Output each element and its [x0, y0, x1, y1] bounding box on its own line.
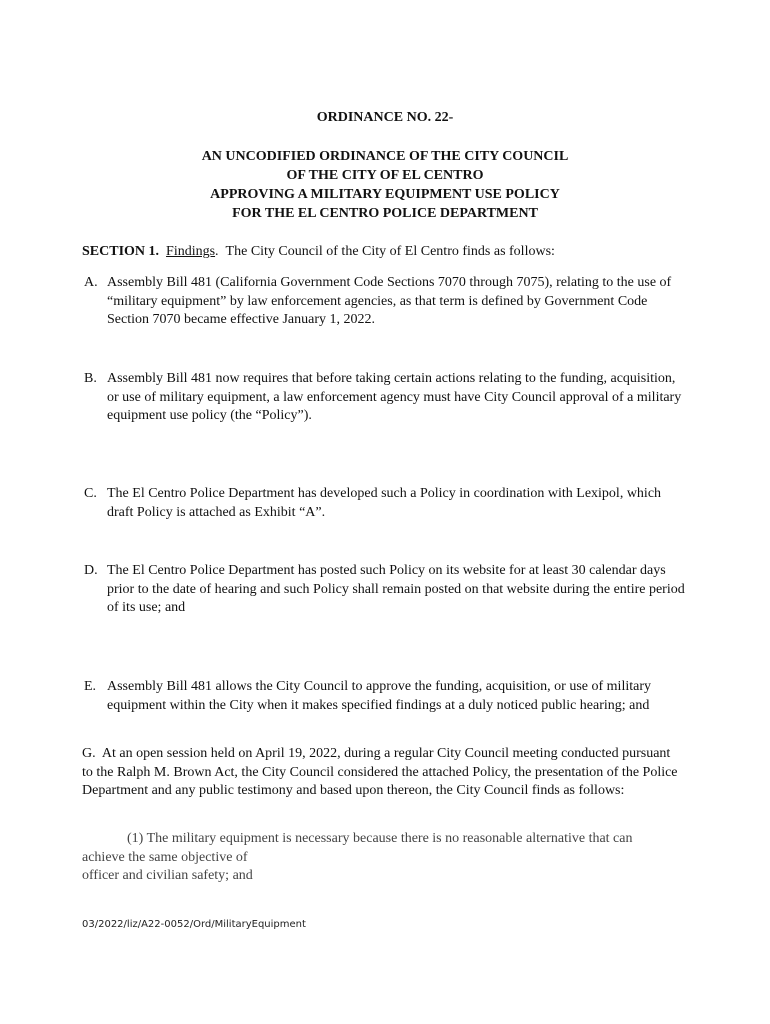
item-text: Assembly Bill 481 (California Government Code Sections 7070 through 7075), relating to the use of “military equipment” by law enforcement agencies, as that term is defined by Government Code Section 7070 became effective January 1, 2022.	[107, 275, 672, 328]
title-line: AN UNCODIFIED ORDINANCE OF THE CITY COUNCIL	[201, 149, 569, 164]
item-text: Assembly Bill 481 allows the City Council to approve the funding, acquisition, or use of military equipment within the City when it makes specified findings at a duly noticed public hearing; and	[107, 679, 651, 713]
ordinance-title	[0, 147, 770, 223]
item-letter: A.	[84, 275, 98, 290]
item-letter: G.	[82, 746, 96, 761]
ordinance-number: ORDINANCE NO. 22-	[316, 110, 454, 125]
finding-1-line: (1) The military equipment is necessary because there is no reasonable alternative that can	[127, 831, 633, 846]
document-footer: 03/2022/liz/A22-0052/Ord/MilitaryEquipment	[82, 919, 306, 930]
title-line: APPROVING A MILITARY EQUIPMENT USE POLICY	[210, 187, 560, 202]
finding-item-a	[84, 274, 690, 330]
section-heading-punct: .	[215, 244, 219, 259]
finding-item-d	[84, 562, 690, 618]
section-intro: The City Council of the City of El Centro finds as follows:	[225, 244, 555, 259]
finding-item-g	[82, 745, 682, 801]
finding-1	[82, 830, 702, 886]
title-line: OF THE CITY OF EL CENTRO	[286, 168, 484, 183]
section-label: SECTION 1.	[82, 244, 160, 259]
item-letter: D.	[84, 563, 98, 578]
finding-item-b	[84, 370, 690, 426]
finding-item-c	[84, 485, 690, 522]
finding-item-e	[84, 678, 690, 715]
item-text: The El Centro Police Department has posted such Policy on its website for at least 30 calendar days prior to the date of hearing and such Policy shall remain posted on that website during the entire period of its use; and	[107, 563, 685, 616]
item-letter: C.	[84, 486, 97, 501]
item-text: Assembly Bill 481 now requires that before taking certain actions relating to the funding, acquisition, or use of military equipment, a law enforcement agency must have City Council approval of a military equipment use policy (the “Policy”).	[107, 371, 682, 424]
section-1-heading	[82, 243, 702, 262]
finding-1-line: officer and civilian safety; and	[82, 868, 253, 884]
item-text: At an open session held on April 19, 2022, during a regular City Council meeting conducted pursuant to the Ralph M. Brown Act, the City Council considered the attached Policy, the presentation of the Police Department and any public testimony and based upon thereon, the City Council finds as follows:	[82, 746, 678, 799]
item-text: The El Centro Police Department has developed such a Policy in coordination with Lexipol, which draft Policy is attached as Exhibit “A”.	[107, 486, 662, 520]
item-letter: E.	[84, 679, 97, 694]
title-line: FOR THE EL CENTRO POLICE DEPARTMENT	[232, 206, 538, 221]
item-letter: B.	[84, 371, 97, 386]
finding-1-line: achieve the same objective of	[82, 849, 248, 865]
section-heading: Findings	[166, 244, 216, 259]
